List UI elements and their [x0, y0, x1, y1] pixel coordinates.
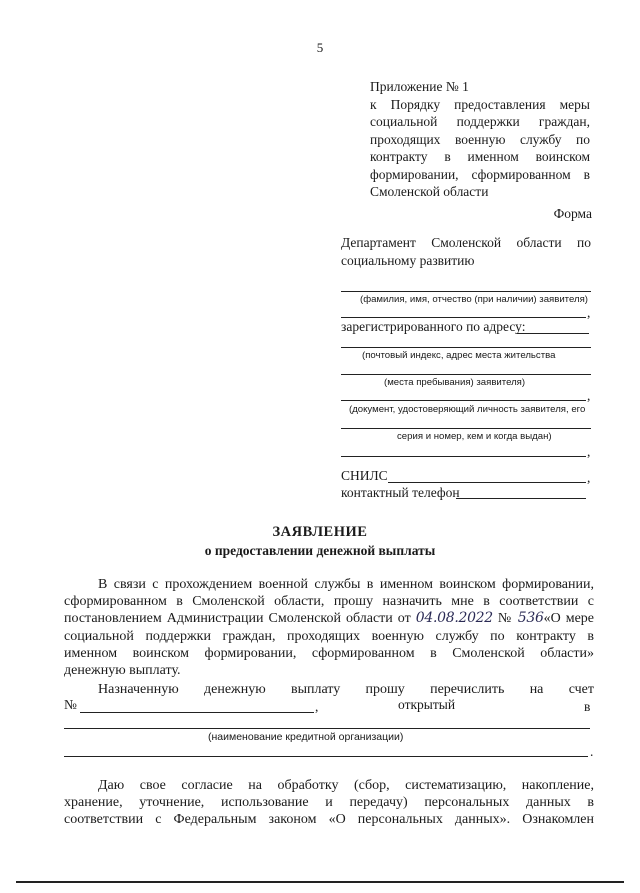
addressee-line-2: социальному развитию — [341, 253, 475, 268]
p3-line: Даю свое согласие на обработку (сбор, систематизацию, накопление, — [98, 778, 594, 793]
p2-line: Назначенную денежную выплату прошу перечислить на счет — [98, 682, 594, 697]
p1-line: денежную выплату. — [64, 663, 181, 679]
appendix-line: социальной поддержки граждан, — [370, 114, 590, 129]
page-bottom-rule — [16, 881, 624, 883]
document-caption-1: (документ, удостоверяющий личность заявителя, его — [349, 404, 586, 415]
appendix-line: формировании, сформированном в — [370, 166, 590, 182]
registered-label: зарегистрированного по адресу: — [341, 319, 526, 334]
bank-field-line[interactable] — [64, 728, 590, 729]
address-field-line-2[interactable] — [341, 374, 591, 375]
fio-field-line-2[interactable] — [341, 317, 586, 318]
appendix-line: к Порядку предоставления меры — [370, 96, 590, 112]
paragraph-3 — [64, 777, 594, 829]
document-field-line-2[interactable] — [341, 456, 586, 457]
p1-line: социальной поддержки граждан, проходящих военную службу по контракту в — [64, 628, 594, 644]
document-field-line[interactable] — [341, 428, 591, 429]
handwritten-date: 04.08.2022 — [415, 610, 493, 627]
document-title: ЗАЯВЛЕНИЕ — [272, 524, 368, 540]
phone-label: контактный телефон — [341, 485, 460, 500]
address-field-line-3[interactable] — [341, 400, 586, 401]
appendix-line: контракту в именном воинском — [370, 149, 590, 164]
p1-line: сформированном в Смоленской области, прошу назначить мне в соответствии с — [64, 594, 594, 610]
appendix-line: Смоленской области — [370, 184, 489, 199]
comma: , — [587, 305, 591, 320]
document-subtitle: о предоставлении денежной выплаты — [204, 543, 436, 558]
comma: , — [587, 444, 591, 459]
appendix-line: проходящих военную службу по — [370, 131, 590, 147]
form-label: Форма — [553, 206, 592, 221]
p1-line3-b: «О мере — [543, 611, 594, 627]
p3-line: хранение, уточнение, использование и передачу) персональных данных в — [64, 795, 594, 811]
in-label: в — [584, 699, 591, 714]
period: . — [590, 744, 594, 759]
comma: , — [315, 699, 319, 714]
opened-label: открытый — [398, 697, 456, 712]
p1-line: именном воинском формировании, сформированном в Смоленской области» — [64, 645, 594, 661]
p1-line-with-handwriting — [64, 610, 594, 627]
appendix-line: Приложение № 1 — [370, 79, 469, 94]
address-field-line[interactable] — [341, 347, 591, 348]
comma: , — [587, 388, 591, 403]
p3-line: соответствии с Федеральным законом «О персональных данных». Ознакомлен — [64, 812, 594, 828]
comma: , — [587, 470, 591, 485]
addressee-block — [341, 234, 591, 270]
p1-line3-a: постановлением Администрации Смоленской области от — [64, 611, 411, 627]
appendix-block — [370, 78, 590, 201]
snils-field[interactable] — [388, 482, 586, 483]
handwritten-number: 536 — [517, 610, 544, 627]
fio-field-line[interactable] — [341, 291, 591, 292]
addressee-line-1: Департамент Смоленской области по — [341, 235, 591, 250]
number-sign: № — [497, 611, 513, 627]
address-caption-2: (места пребывания) заявителя) — [384, 377, 526, 388]
account-number-sign: № — [64, 697, 77, 712]
fio-caption: (фамилия, имя, отчество (при наличии) заявителя) — [360, 294, 588, 305]
p1-line: В связи с прохождением военной службы в именном воинском формировании, — [98, 577, 594, 592]
bank-caption: (наименование кредитной организации) — [208, 731, 404, 743]
bank-field-line-2[interactable] — [64, 756, 588, 757]
page-number: 5 — [316, 40, 324, 55]
snils-label: СНИЛС — [341, 468, 388, 483]
address-field-inline[interactable] — [517, 333, 589, 334]
address-caption-1: (почтовый индекс, адрес места жительства — [362, 350, 556, 361]
account-number-field[interactable] — [80, 712, 314, 713]
paragraph-2 — [64, 681, 594, 698]
paragraph-1 — [64, 576, 594, 679]
phone-field[interactable] — [456, 498, 586, 499]
document-caption-2: серия и номер, кем и когда выдан) — [397, 431, 552, 442]
